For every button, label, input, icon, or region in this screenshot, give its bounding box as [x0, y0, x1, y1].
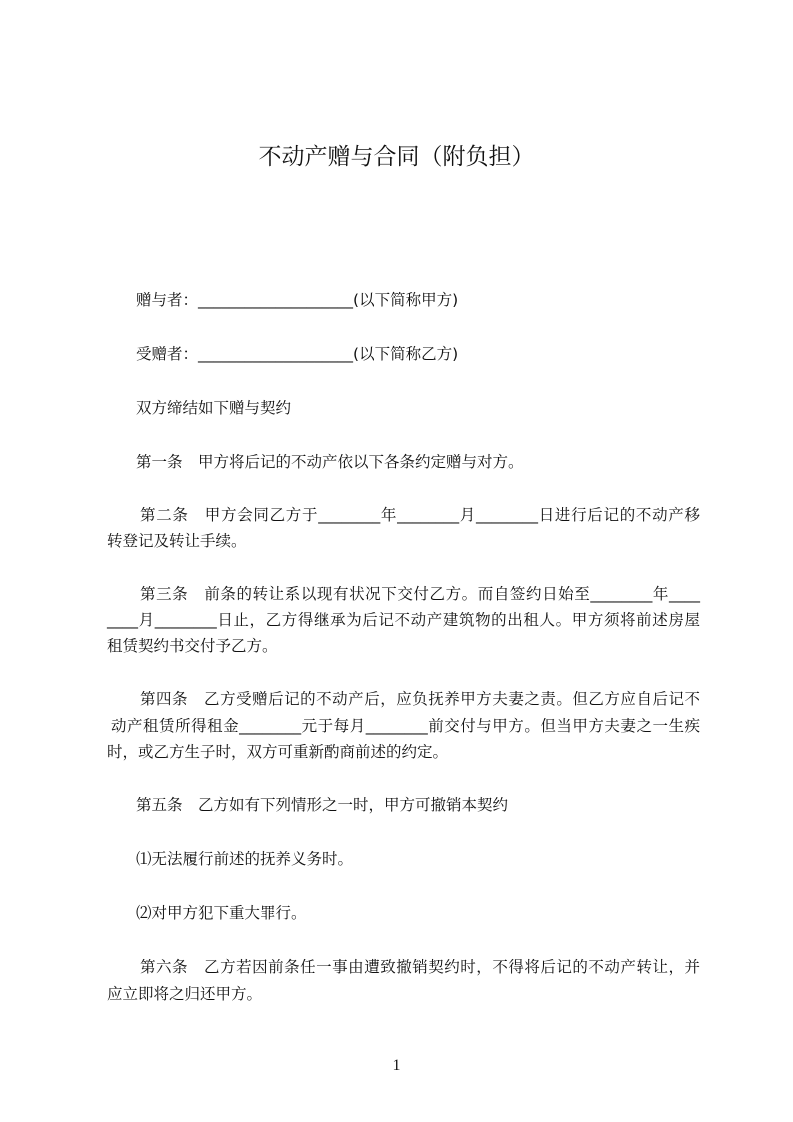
article-6-line-2: 应立即将之归还甲方。: [107, 985, 263, 1003]
article-5-item-1: ⑴无法履行前述的抚养义务时。: [136, 850, 354, 868]
article-5-item-2: ⑵对甲方犯下重大罪行。: [136, 904, 307, 922]
article-2-line-1: 第二条 甲方会同乙方于________年________月________日进行后记的不动产移: [140, 506, 700, 524]
donee-label: 受赠者：: [136, 345, 199, 363]
article-1: 第一条 甲方将后记的不动产依以下各条约定赠与对方。: [136, 453, 524, 471]
donee-blank: ____________________: [198, 345, 354, 363]
article-4-line-3: 时，或乙方生子时，双方可重新酌商前述的约定。: [107, 743, 449, 761]
article-3-line-1: 第三条 前条的转让系以现有状况下交付乙方。而自签约日始至________年____: [140, 585, 700, 603]
donee-line: [136, 344, 458, 364]
preamble: 双方缔结如下赠与契约: [136, 399, 292, 417]
article-3-line-3: 租赁契约书交付予乙方。: [107, 637, 278, 655]
article-4-line-2: 动产租赁所得租金________元于每月________前交付与甲方。但当甲方夫妻之一生疾: [111, 717, 700, 735]
article-2-line-2: 转登记及转让手续。: [107, 532, 247, 550]
donor-line: [136, 290, 458, 310]
article-3-line-2: ____月________日止，乙方得继承为后记不动产建筑物的出租人。甲方须将前述房屋: [107, 611, 700, 629]
page-number: 1: [392, 1057, 401, 1074]
document-title: 不动产赠与合同（附负担）: [258, 144, 535, 170]
donor-label: 赠与者：: [136, 291, 199, 309]
article-4-line-1: 第四条 乙方受赠后记的不动产后，应负抚养甲方夫妻之责。但乙方应自后记不: [140, 690, 700, 708]
article-5: 第五条 乙方如有下列情形之一时，甲方可撤销本契约: [136, 796, 509, 814]
donee-alias: (以下简称乙方): [353, 345, 459, 363]
donor-alias: (以下简称甲方): [353, 291, 459, 309]
donor-blank: ____________________: [198, 291, 354, 309]
article-6-line-1: 第六条 乙方若因前条任一事由遭致撤销契约时，不得将后记的不动产转让，并: [140, 958, 700, 976]
